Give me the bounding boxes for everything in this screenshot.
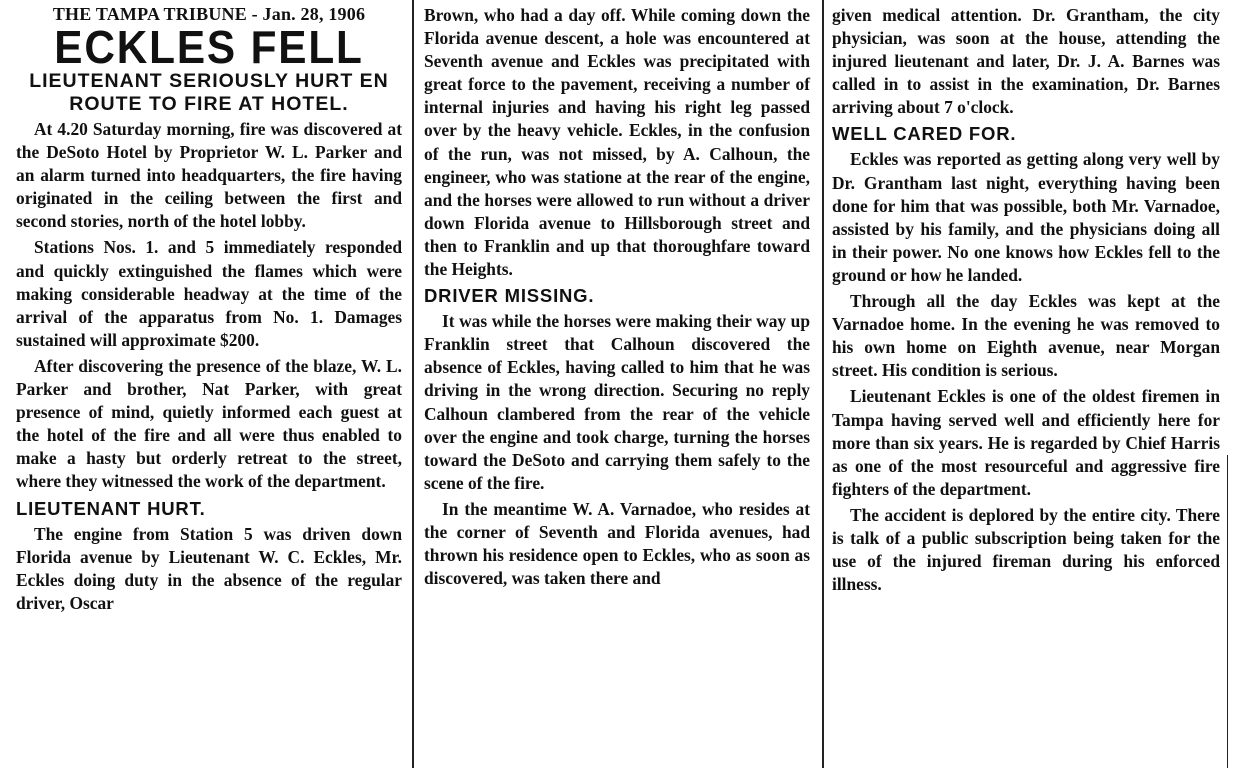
column-rule — [1227, 455, 1228, 768]
column-2 — [424, 4, 810, 768]
column-1 — [16, 4, 402, 768]
subheading: WELL CARED FOR. — [832, 123, 1017, 145]
paragraph: The accident is deplored by the entire city. There is talk of a public subscription being taken for the use of the injured fireman during his enforced illness. — [832, 504, 1220, 595]
paragraph: In the meantime W. A. Varnadoe, who resides at the corner of Seventh and Florida avenues, had thrown his residence open to Eckles, who as soon as discovered, was taken there and — [424, 498, 810, 589]
column-rule — [412, 0, 414, 768]
paragraph: Eckles was reported as getting along very well by Dr. Grantham last night, everything having been done for him that was possible, both Mr. Varnadoe, assisted by his family, and the physicians doing all in their power. No one knows how Eckles fell to the ground or how he landed. — [832, 149, 1220, 285]
headline: ECKLES FELL — [54, 21, 364, 73]
paragraph: At 4.20 Saturday morning, fire was discovered at the DeSoto Hotel by Proprietor W. L. Parker and an alarm turned into headquarters, the fire having originated in the ceiling between the first and second stories, north of the hotel lobby. — [16, 119, 402, 232]
subheading: DRIVER MISSING. — [424, 285, 595, 307]
paragraph: Stations Nos. 1. and 5 immediately responded and quickly extinguished the flames which were making considerable headway at the time of the arrival of the apparatus from No. 1. Damages sustained will approximate $200. — [16, 237, 402, 350]
paragraph: Lieutenant Eckles is one of the oldest firemen in Tampa having served well and efficiently here for more than six years. He is regarded by Chief Harris as one of the most resourceful and aggressive fire fighters of the department. — [832, 386, 1220, 499]
paragraph: After discovering the presence of the blaze, W. L. Parker and brother, Nat Parker, with great presence of mind, quietly informed each guest at the hotel of the fire and all were thus enabled to make a hasty but orderly retreat to the street, where they witnessed the work of the department. — [16, 355, 402, 492]
paragraph: given medical attention. Dr. Grantham, the city physician, was soon at the house, attending the injured lieutenant and later, Dr. J. A. Barnes was called in to assist in the examination, Dr. Barnes arriving about 7 o'clock. — [832, 5, 1220, 118]
deck-headline: LIEUTENANT SERIOUSLY HURT EN ROUTE TO FIRE AT HOTEL. — [29, 70, 389, 115]
paragraph: Brown, who had a day off. While coming down the Florida avenue descent, a hole was encountered at Seventh avenue and Eckles was precipitated with great force to the pavement, receiving a number of internal injuries and having his right leg passed over by the heavy vehicle. Eckles, in the confusion of the run, was not missed, by A. Calhoun, the engineer, who was statione at the rear of the engine, and the horses were allowed to run without a driver down Florida avenue to Hillsborough street and then to Franklin and up that thoroughfare toward the Heights. — [424, 5, 810, 280]
paragraph: It was while the horses were making their way up Franklin street that Calhoun discovered the absence of Eckles, having called to him that he was driving in the wrong direction. Securing no reply Calhoun clambered from the rear of the vehicle over the engine and took charge, turning the horses toward the DeSoto and carrying them safely to the scene of the fire. — [424, 311, 810, 493]
paragraph: The engine from Station 5 was driven down Florida avenue by Lieutenant W. C. Eckles, Mr. Eckles doing duty in the absence of the regular driver, Oscar — [16, 523, 402, 613]
subheading: LIEUTENANT HURT. — [16, 497, 206, 519]
column-rule — [822, 0, 824, 768]
masthead: THE TAMPA TRIBUNE - Jan. 28, 1906 — [52, 4, 366, 24]
paragraph: Through all the day Eckles was kept at the Varnadoe home. In the evening he was removed to his own home on Eighth avenue, near Morgan street. His condition is serious. — [832, 291, 1220, 381]
column-3 — [832, 4, 1220, 768]
